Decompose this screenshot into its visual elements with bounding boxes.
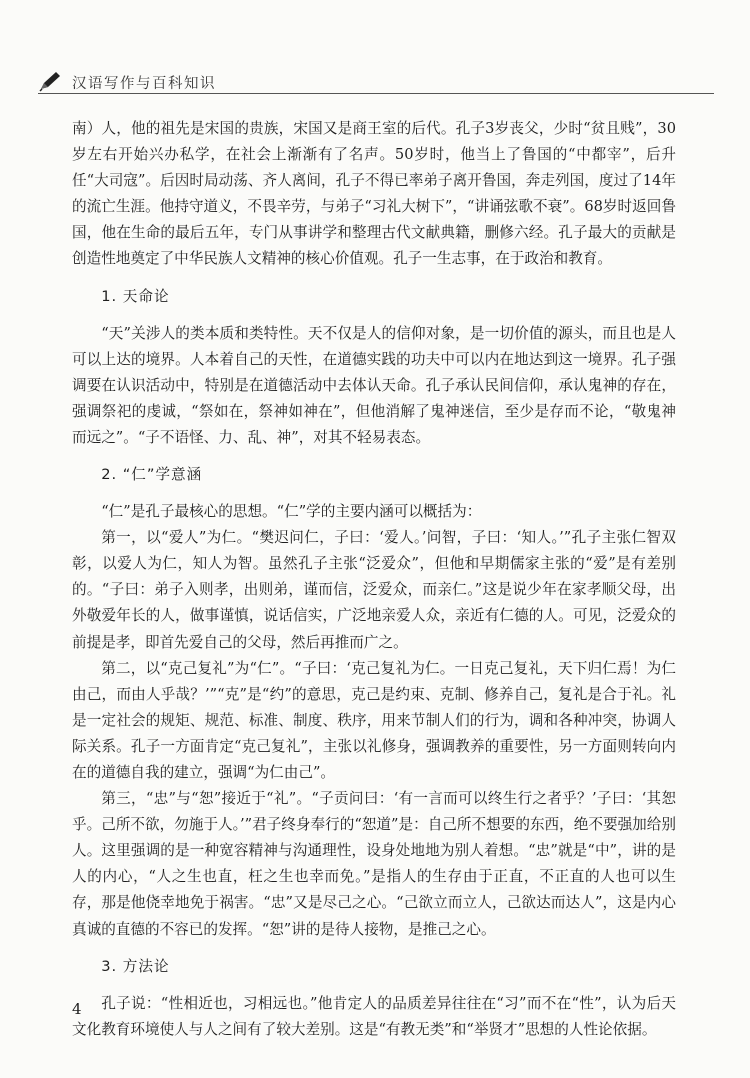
running-header xyxy=(38,70,718,92)
page-number: 4 xyxy=(72,1000,82,1018)
paragraph: 南）人，他的祖先是宋国的贵族，宋国又是商王室的后代。孔子3岁丧父，少时“贫且贱”，30岁左右开始兴办私学，在社会上渐渐有了名声。50岁时，他当上了鲁国的“中都宰”，后升任“大司寇”。后因时局动荡、齐人离间，孔子不得已率弟子离开鲁国，奔走列国，度过了14年的流亡生涯。他持守道义，不畏辛劳，与弟子“习礼大树下”，“讲诵弦歌不衰”。68岁时返回鲁国，他在生命的最后五年，专门从事讲学和整理古代文献典籍，删修六经。孔子最大的贡献是创造性地奠定了中华民族人文精神的核心价值观。孔子一生志事，在于政治和教育。 xyxy=(72,120,676,268)
header-title: 汉语写作与百科知识 xyxy=(72,76,216,92)
page-body xyxy=(72,116,676,1043)
section-heading: 1. 天命论 xyxy=(101,287,170,305)
section-heading: 3. 方法论 xyxy=(101,957,170,975)
paragraph: 第三，“忠”与“恕”接近于“礼”。“子贡问曰：‘有一言而可以终生行之者乎？’子曰：‘其恕乎。己所不欲，勿施于人。’”君子终身奉行的“恕道”是：自己所不想要的东西，绝不要强加给别人。这里强调的是一种宽容精神与沟通理性，设身处地地为别人着想。“忠”就是“中”，讲的是人的内心，“人之生也直，枉之生也幸而免。”是指人的生存由于正直，不正直的人也可以生存，那是他侥幸地免于祸害。“忠”又是尽己之心。“己欲立而立人，己欲达而达人”，这是内心真诚的直德的不容已的发挥。“恕”讲的是待人接物，是推己之心。 xyxy=(72,790,676,938)
paragraph: “天”关涉人的类本质和类特性。天不仅是人的信仰对象，是一切价值的源头，而且也是人可以上达的境界。人本着自己的天性，在道德实践的功夫中可以内在地达到这一境界。孔子强调要在认识活动中，特别是在道德活动中去体认天命。孔子承认民间信仰，承认鬼神的存在，强调祭祀的虔诚，“祭如在，祭神如神在”，但他消解了鬼神迷信，至少是存而不论，“敬鬼神而远之”。“子不语怪、力、乱、神”，对其不轻易表态。 xyxy=(72,324,676,446)
pen-icon xyxy=(38,70,62,92)
section-heading: 2. “仁”学意涵 xyxy=(101,466,203,484)
paragraph: 第二，以“克己复礼”为“仁”。“子曰：‘克己复礼为仁。一日克己复礼，天下归仁焉！为仁由己，而由人乎哉？’”“克”是“约”的意思，克己是约束、克制、修养自己，复礼是合于礼。礼是一定社会的规矩、规范、标准、制度、秩序，用来节制人们的行为，调和各种冲突，协调人际关系。孔子一方面肯定“克己复礼”，主张以礼修身，强调教养的重要性，另一方面则转向内在的道德自我的建立，强调“为仁由己”。 xyxy=(72,659,676,781)
paragraph: 孔子说：“性相近也，习相远也。”他肯定人的品质差异往往在“习”而不在“性”，认为后天文化教育环境使人与人之间有了较大差别。这是“有教无类”和“举贤才”思想的人性论依据。 xyxy=(72,994,676,1038)
paragraph: 第一，以“爱人”为仁。“樊迟问仁，子曰：‘爱人。’问智，子曰：‘知人。’”孔子主张仁智双彰，以爱人为仁，知人为智。虽然孔子主张“泛爱众”，但他和早期儒家主张的“爱”是有差别的。“子曰：弟子入则孝，出则弟，谨而信，泛爱众，而亲仁。”这是说少年在家孝顺父母，出外敬爱年长的人，做事谨慎，说话信实，广泛地亲爱人众，亲近有仁德的人。可见，泛爱众的前提是孝，即首先爱自己的父母，然后再推而广之。 xyxy=(72,529,676,651)
header-rule xyxy=(38,93,714,94)
paragraph: “仁”是孔子最核心的思想。“仁”学的主要内涵可以概括为： xyxy=(101,503,482,521)
